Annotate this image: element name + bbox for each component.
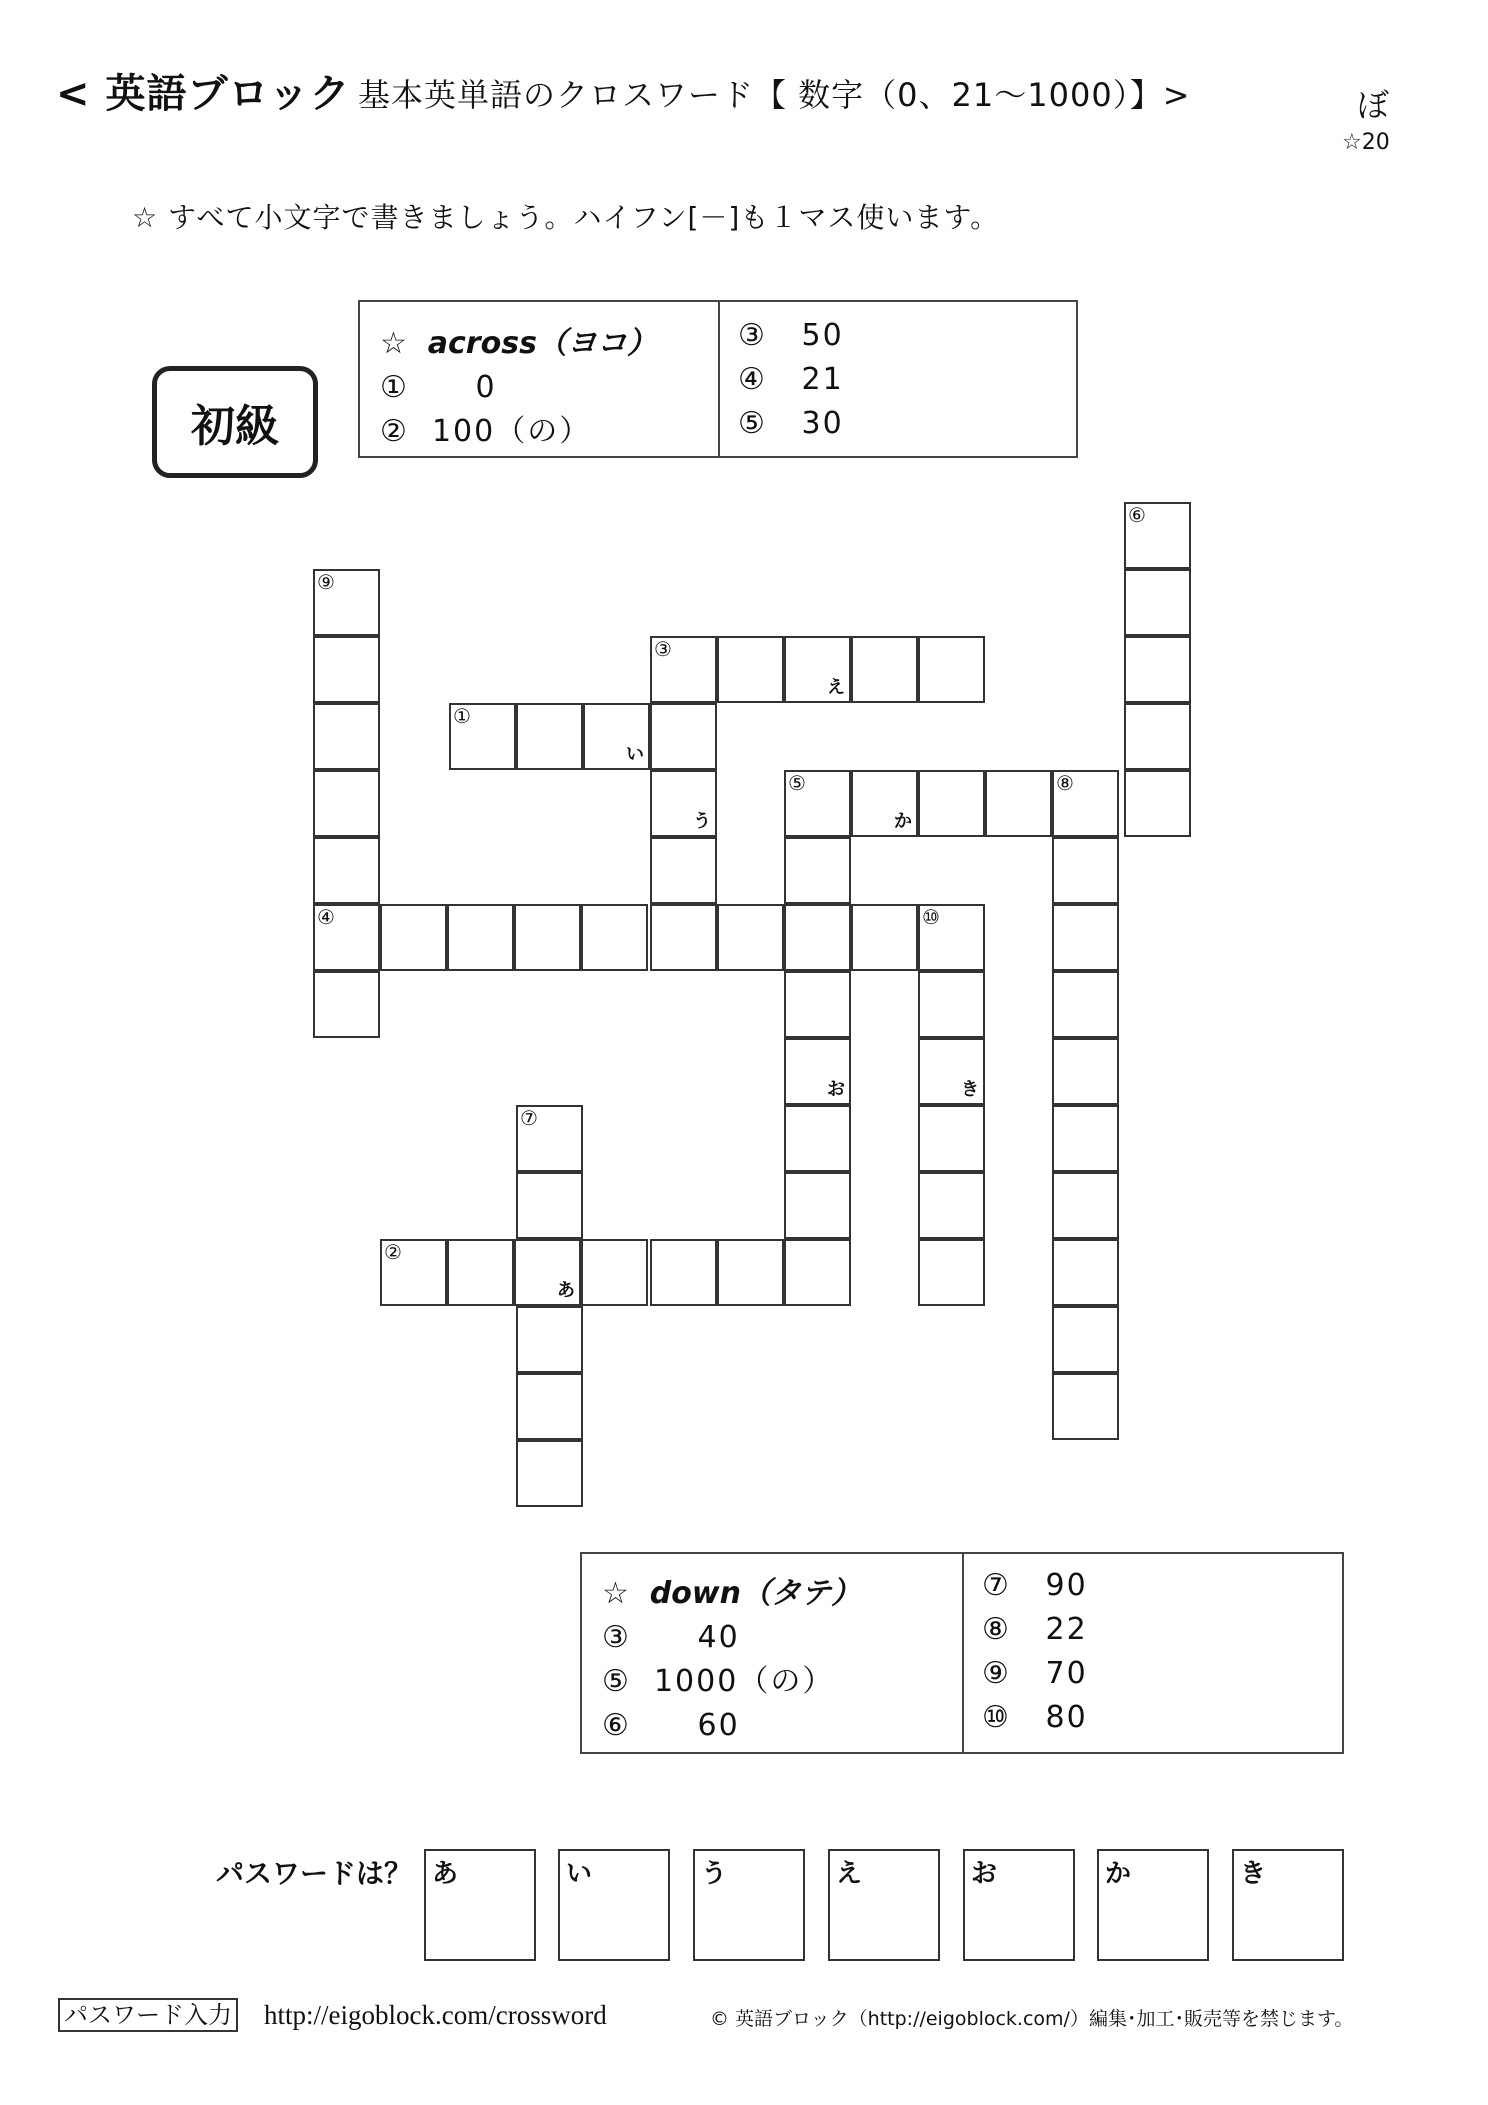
grid-cell[interactable]	[784, 1105, 851, 1172]
grid-cell[interactable]	[516, 1440, 583, 1507]
grid-cell[interactable]	[447, 1239, 514, 1306]
grid-cell[interactable]	[380, 904, 447, 971]
grid-cell[interactable]	[784, 636, 851, 703]
password-box[interactable]	[558, 1849, 670, 1961]
clue-number-2: ②	[384, 1240, 402, 1264]
across-clue-4: ④ 21	[738, 362, 844, 397]
password-input-button[interactable]: パスワード入力	[58, 1998, 238, 2032]
grid-cell[interactable]	[581, 904, 648, 971]
clue-number-9: ⑨	[317, 570, 335, 594]
password-letter: き	[1240, 1859, 1267, 1889]
clue-number-7: ⑦	[520, 1106, 538, 1130]
grid-cell[interactable]	[1052, 904, 1119, 971]
grid-cell[interactable]	[851, 904, 918, 971]
password-box[interactable]	[693, 1849, 805, 1961]
grid-cell[interactable]	[784, 1239, 851, 1306]
password-marker-ka: か	[894, 811, 912, 832]
password-box[interactable]	[1232, 1849, 1344, 1961]
password-letter: あ	[432, 1859, 459, 1889]
brand-logo: < 英語ブロック	[56, 71, 351, 117]
grid-cell[interactable]	[918, 904, 985, 971]
grid-cell[interactable]	[918, 1239, 985, 1306]
grid-cell[interactable]	[516, 1105, 583, 1172]
password-letter: い	[566, 1859, 593, 1889]
grid-cell[interactable]	[313, 904, 380, 971]
grid-cell[interactable]	[985, 770, 1052, 837]
grid-cell[interactable]	[918, 971, 985, 1038]
grid-cell[interactable]	[313, 837, 380, 904]
password-box[interactable]	[963, 1849, 1075, 1961]
grid-cell[interactable]	[514, 904, 581, 971]
password-box[interactable]	[1097, 1849, 1209, 1961]
grid-cell[interactable]	[1052, 971, 1119, 1038]
grid-cell[interactable]	[918, 770, 985, 837]
password-letter: お	[971, 1859, 998, 1889]
down-clue-3: ③ 40	[602, 1620, 740, 1655]
grid-cell[interactable]	[650, 770, 717, 837]
grid-cell[interactable]	[1052, 1306, 1119, 1373]
instruction-text: ☆ すべて小文字で書きましょう。ハイフン[－]も１マス使います。	[132, 201, 1000, 234]
grid-cell[interactable]	[650, 904, 717, 971]
grid-cell[interactable]	[1052, 1038, 1119, 1105]
password-letter: え	[836, 1859, 863, 1889]
grid-cell[interactable]	[1124, 569, 1191, 636]
grid-cell[interactable]	[1052, 1373, 1119, 1440]
grid-cell[interactable]	[516, 1172, 583, 1239]
grid-cell[interactable]	[784, 1038, 851, 1105]
password-label: パスワードは？	[216, 1857, 413, 1890]
grid-cell[interactable]	[581, 1239, 648, 1306]
grid-cell[interactable]	[583, 703, 650, 770]
grid-cell[interactable]	[1052, 1239, 1119, 1306]
grid-cell[interactable]	[784, 904, 851, 971]
password-box[interactable]	[424, 1849, 536, 1961]
across-clue-2: ② 100（の）	[380, 414, 592, 449]
clue-number-3: ③	[654, 637, 672, 661]
down-clue-7: ⑦ 90	[982, 1568, 1088, 1603]
level-badge: 初級	[152, 366, 318, 478]
grid-cell[interactable]	[514, 1239, 581, 1306]
password-marker-a: あ	[557, 1280, 575, 1301]
down-clue-9: ⑨ 70	[982, 1656, 1088, 1691]
grid-cell[interactable]	[313, 636, 380, 703]
grid-cell[interactable]	[851, 636, 918, 703]
down-heading: ☆ down（タテ）	[602, 1576, 861, 1611]
clue-number-1: ①	[453, 704, 471, 728]
password-marker-ki: き	[961, 1079, 979, 1100]
down-clue-10: ⑩ 80	[982, 1700, 1088, 1735]
grid-cell[interactable]	[851, 770, 918, 837]
grid-cell[interactable]	[650, 703, 717, 770]
grid-cell[interactable]	[717, 904, 784, 971]
grid-cell[interactable]	[1124, 502, 1191, 569]
across-heading: ☆ across（ヨコ）	[380, 326, 657, 361]
grid-cell[interactable]	[717, 636, 784, 703]
grid-cell[interactable]	[650, 636, 717, 703]
grid-cell[interactable]	[313, 569, 380, 636]
grid-cell[interactable]	[650, 1239, 717, 1306]
password-letter: か	[1105, 1859, 1132, 1889]
password-marker-i: い	[626, 744, 644, 765]
password-letter: う	[701, 1859, 728, 1889]
page-title: 基本英単語のクロスワード【 数字（0、21～1000）】>	[358, 76, 1191, 114]
grid-cell[interactable]	[447, 904, 514, 971]
across-clue-3: ③ 50	[738, 318, 844, 353]
down-clue-5: ⑤ 1000（の）	[602, 1664, 835, 1699]
grid-cell[interactable]	[313, 971, 380, 1038]
across-clue-5: ⑤ 30	[738, 406, 844, 441]
grid-cell[interactable]	[516, 1306, 583, 1373]
grid-cell[interactable]	[1124, 636, 1191, 703]
clue-number-5: ⑤	[788, 771, 806, 795]
grid-cell[interactable]	[717, 1239, 784, 1306]
grid-cell[interactable]	[380, 1239, 447, 1306]
grid-cell[interactable]	[313, 770, 380, 837]
across-clue-1: ① 0	[380, 370, 497, 405]
password-marker-u: う	[693, 811, 711, 832]
grid-cell[interactable]	[918, 1172, 985, 1239]
face-icon: ぼ	[1357, 86, 1390, 124]
grid-cell[interactable]	[784, 971, 851, 1038]
grid-cell[interactable]	[784, 837, 851, 904]
grid-cell[interactable]	[918, 1105, 985, 1172]
password-marker-e: え	[827, 677, 845, 698]
password-box[interactable]	[828, 1849, 940, 1961]
grid-cell[interactable]	[918, 636, 985, 703]
grid-cell[interactable]	[516, 703, 583, 770]
level-code: ☆20	[1342, 130, 1390, 155]
grid-cell[interactable]	[1052, 1105, 1119, 1172]
clue-number-8: ⑧	[1056, 771, 1074, 795]
grid-cell[interactable]	[1052, 837, 1119, 904]
grid-cell[interactable]	[1052, 1172, 1119, 1239]
down-clue-box	[580, 1552, 1344, 1754]
grid-cell[interactable]	[449, 703, 516, 770]
clue-number-10: ⑩	[922, 905, 940, 929]
clue-number-6: ⑥	[1128, 503, 1146, 527]
clue-divider	[962, 1554, 964, 1752]
down-clue-8: ⑧ 22	[982, 1612, 1088, 1647]
grid-cell[interactable]	[784, 770, 851, 837]
grid-cell[interactable]	[1124, 703, 1191, 770]
clue-number-4: ④	[317, 905, 335, 929]
grid-cell[interactable]	[784, 1172, 851, 1239]
crossword-link[interactable]: http://eigoblock.com/crossword	[264, 2000, 607, 2030]
down-clue-6: ⑥ 60	[602, 1708, 740, 1743]
grid-cell[interactable]	[516, 1373, 583, 1440]
password-marker-o: お	[827, 1079, 845, 1100]
grid-cell[interactable]	[313, 703, 380, 770]
copyright-text: © 英語ブロック（http://eigoblock.com/）編集･加工･販売等を禁じます。	[710, 2008, 1354, 2030]
grid-cell[interactable]	[1052, 770, 1119, 837]
grid-cell[interactable]	[1124, 770, 1191, 837]
grid-cell[interactable]	[650, 837, 717, 904]
grid-cell[interactable]	[918, 1038, 985, 1105]
